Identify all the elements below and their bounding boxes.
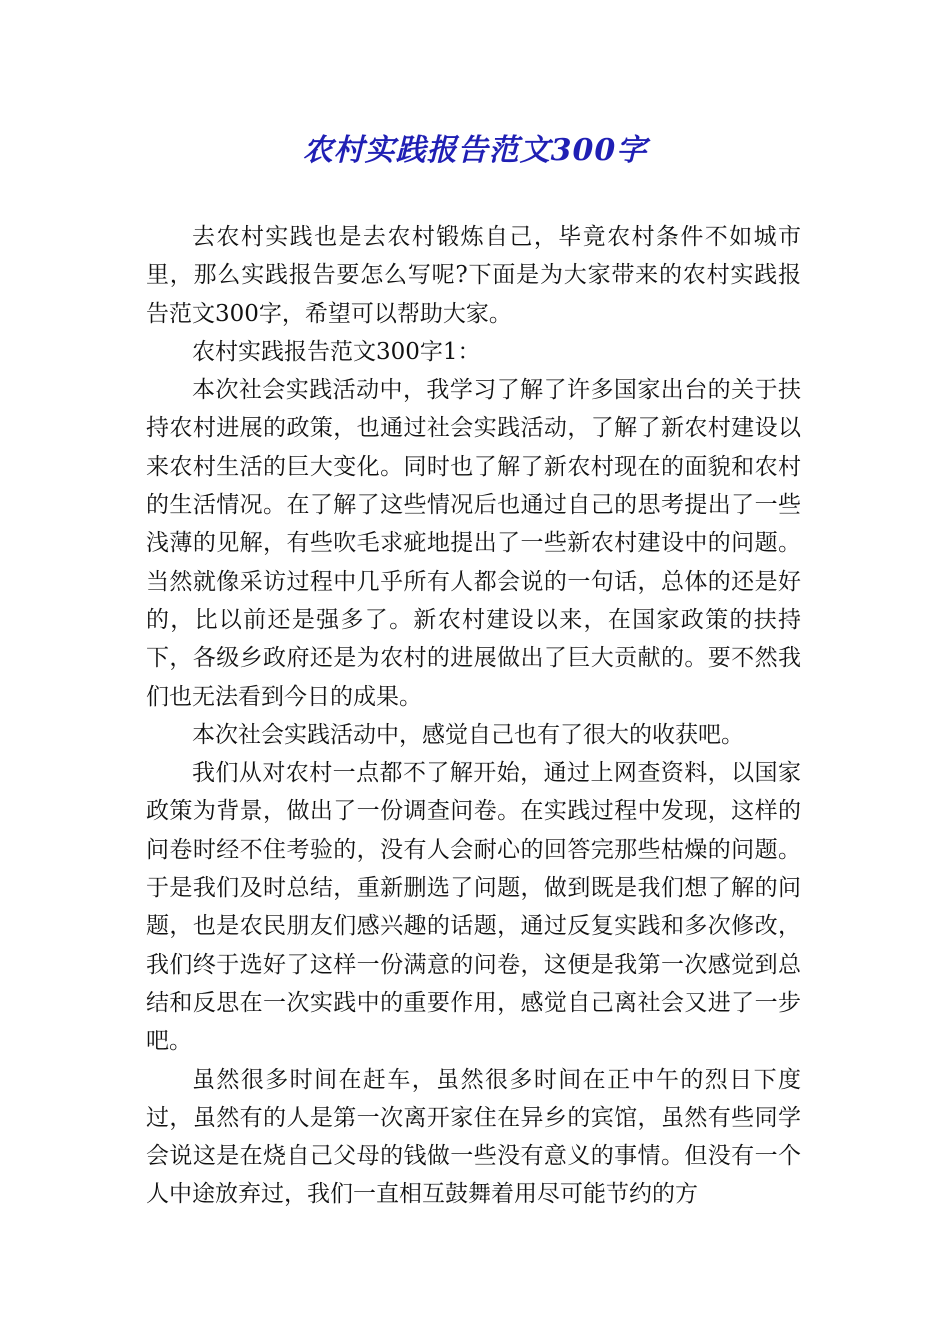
paragraph-harvest: 本次社会实践活动中，感觉自己也有了很大的收获吧。 [192,721,744,748]
paragraph-survey: 我们从对农村一点都不了解开始，通过上网查资料，以国家政策为背景，做出了一份调查问卷。在实践过程中发现，这样的问卷时经不住考验的，没有人会耐心的回答完那些枯燥的问题。于是我们及时总结，重新删选了问题，做到既是我们想了解的问题，也是农民朋友们感兴趣的话题，通过反复实践和多次修改，我们终于选好了这样一份满意的问卷，这便是我第一次感觉到总结和反思在一次实践中的重要作用，感觉自己离社会又进了一步吧。 [146,760,801,1055]
document-title: 农村实践报告范文300字 [302,133,648,168]
document-body [146,218,801,1214]
paragraph-subheading: 农村实践报告范文300字1： [192,338,481,365]
paragraph-intro: 去农村实践也是去农村锻炼自己，毕竟农村条件不如城市里，那么实践报告要怎么写呢?下面是为大家带来的农村实践报告范文300字，希望可以帮助大家。 [146,224,801,327]
paragraph-perseverance: 虽然很多时间在赶车，虽然很多时间在正中午的烈日下度过，虽然有的人是第一次离开家住在异乡的宾馆，虽然有些同学会说这是在烧自己父母的钱做一些没有意义的事情。但没有一个人中途放弃过，我们一直相互鼓舞着用尽可能节约的方 [146,1066,801,1208]
paragraph-policy: 本次社会实践活动中，我学习了解了许多国家出台的关于扶持农村进展的政策，也通过社会实践活动，了解了新农村建设以来农村生活的巨大变化。同时也了解了新农村现在的面貌和农村的生活情况。在了解了这些情况后也通过自己的思考提出了一些浅薄的见解，有些吹毛求疵地提出了一些新农村建设中的问题。当然就像采访过程中几乎所有人都会说的一句话，总体的还是好的，比以前还是强多了。新农村建设以来，在国家政策的扶持下，各级乡政府还是为农村的进展做出了巨大贡献的。要不然我们也无法看到今日的成果。 [146,377,801,710]
